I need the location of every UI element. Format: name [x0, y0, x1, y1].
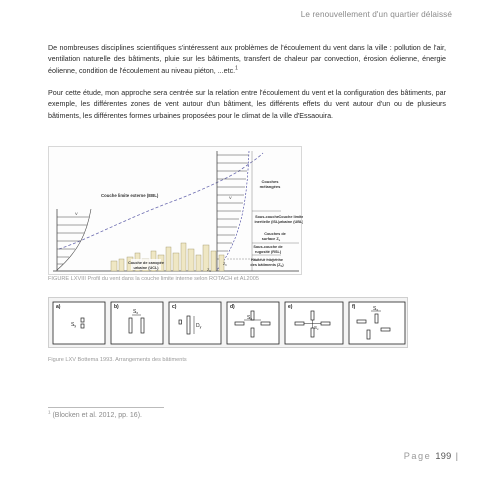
- inertial-label-2: inertielle (ISL): [254, 220, 280, 224]
- building-arrangements-diagram: [49, 298, 409, 349]
- right-profile-curve: [217, 151, 249, 270]
- s-text: S: [247, 315, 251, 321]
- figure-1-caption: FIGURE LXVIII Profil du vent dans la couche limite interne selon ROTACH et AL2005: [48, 276, 260, 282]
- panel-c-frame: [169, 302, 221, 344]
- wind-profile-figure: [48, 146, 302, 275]
- surface-layer-subscript: s: [278, 238, 281, 242]
- footnote-reference[interactable]: 1: [235, 65, 238, 72]
- page-number-value: 199: [435, 451, 452, 461]
- urban-layer-label-2: urbaine (UBL): [278, 220, 303, 224]
- left-profile-arrows: [57, 217, 89, 264]
- canopy-label-2: urbaine (UCL): [133, 266, 159, 270]
- panel-e-frame: [285, 302, 343, 344]
- surface-layer-label-2-text: surface Z: [261, 237, 279, 241]
- panel-f-label: f): [352, 304, 356, 310]
- right-profile-arrows: [217, 155, 249, 259]
- v-label-upper: V: [229, 195, 232, 200]
- roughness-label-1: Sous-couche de: [253, 245, 283, 249]
- zs-subscript: s: [209, 269, 211, 273]
- surface-layer-label-2: [262, 237, 281, 242]
- paragraph-2: Pour cette étude, mon approche sera centrée sur la relation entre l'écoulement du vent et la configuration des bâtiments, par exemple, les différentes zones de vent autour d'un bâtiment, les différents effets du vent autour d'un ou de plusieurs bâtiments, les différentes formes urbaines proposées pour le climat de la ville d'Essaouira.: [48, 89, 446, 120]
- panel-c-label: c): [172, 304, 177, 310]
- mean-height-subscript: h: [280, 264, 283, 268]
- sub-text: y: [199, 325, 202, 329]
- left-profile-curve: [57, 209, 91, 270]
- page-label: Page: [403, 451, 432, 461]
- panel-d-label: d): [230, 304, 235, 310]
- sub-text: x: [316, 327, 319, 331]
- sub-text: y: [74, 324, 77, 328]
- s-text: S: [314, 325, 317, 330]
- running-header: Le renouvellement d'un quartier délaissé: [300, 10, 452, 19]
- zh-subscript: h: [225, 263, 227, 267]
- footnote-marker: 1: [48, 409, 51, 415]
- building-arrangements-figure: [48, 297, 408, 348]
- mixed-layers-label-2: mélangées: [259, 184, 281, 189]
- d-text: D: [196, 323, 200, 329]
- panel-a-frame: [53, 302, 105, 344]
- mean-height-label-1: Hauteur moyenne: [250, 258, 284, 262]
- mean-height-close: ): [282, 263, 284, 267]
- zh-text: Z: [223, 262, 226, 266]
- wind-profile-diagram: [49, 147, 303, 276]
- sub-text: x: [250, 317, 253, 321]
- footnote-text: (Blocken et al. 2012, pp. 16).: [52, 412, 142, 419]
- zs-label: [207, 268, 211, 273]
- s-text: S: [373, 306, 377, 312]
- small-building: [111, 261, 117, 271]
- external-layer-label: Couche limite externe (EBL): [101, 193, 159, 198]
- sub-text: x: [376, 308, 379, 312]
- paragraph-1: [48, 43, 446, 77]
- inertial-label-1: Sous-couche: [255, 215, 279, 219]
- paragraph-1-text: De nombreuses disciplines scientifiques s'intéressent aux problèmes de l'écoulement du vent dans la ville : pollution de l'air, ventilation naturelle des bâtiments, pluie sur les bâtiments, transfert de chaleur par convection, érosion éolienne, énergie éolienne, condition de l'écoulement au niveau piéton, ...etc.: [48, 44, 446, 75]
- small-building: [119, 259, 124, 271]
- footnote-divider: [48, 407, 164, 408]
- sub-text: x: [136, 311, 139, 315]
- canopy-label-1: Couche de canopée: [128, 261, 164, 265]
- roughness-label-2: rugosité (RSL): [254, 250, 282, 254]
- page-number-separator: |: [455, 451, 458, 461]
- panel-e-label: e): [288, 304, 293, 310]
- mixed-layers-label-1: Couches: [261, 179, 279, 184]
- footnote: [48, 409, 142, 419]
- v-label-left: V: [75, 211, 78, 216]
- boundary-layer-curve: [59, 153, 263, 249]
- panel-b-label: b): [114, 304, 119, 310]
- s-text: S: [133, 309, 137, 315]
- page-number: [404, 451, 458, 461]
- zs-text: Z: [207, 268, 210, 272]
- panel-b-frame: [111, 302, 163, 344]
- mean-height-label-2: [250, 263, 284, 268]
- figure-2-caption: Figure LXV Bottema 1993. Arrangements des bâtiments: [48, 357, 187, 363]
- surface-layer-label-1: Couches de: [264, 232, 286, 236]
- s-text: S: [71, 322, 75, 328]
- urban-layer-label-1: Couche limite: [278, 215, 303, 219]
- mean-height-label-2-text: des bâtiments (Z: [250, 263, 281, 267]
- panel-a-label: a): [56, 304, 61, 310]
